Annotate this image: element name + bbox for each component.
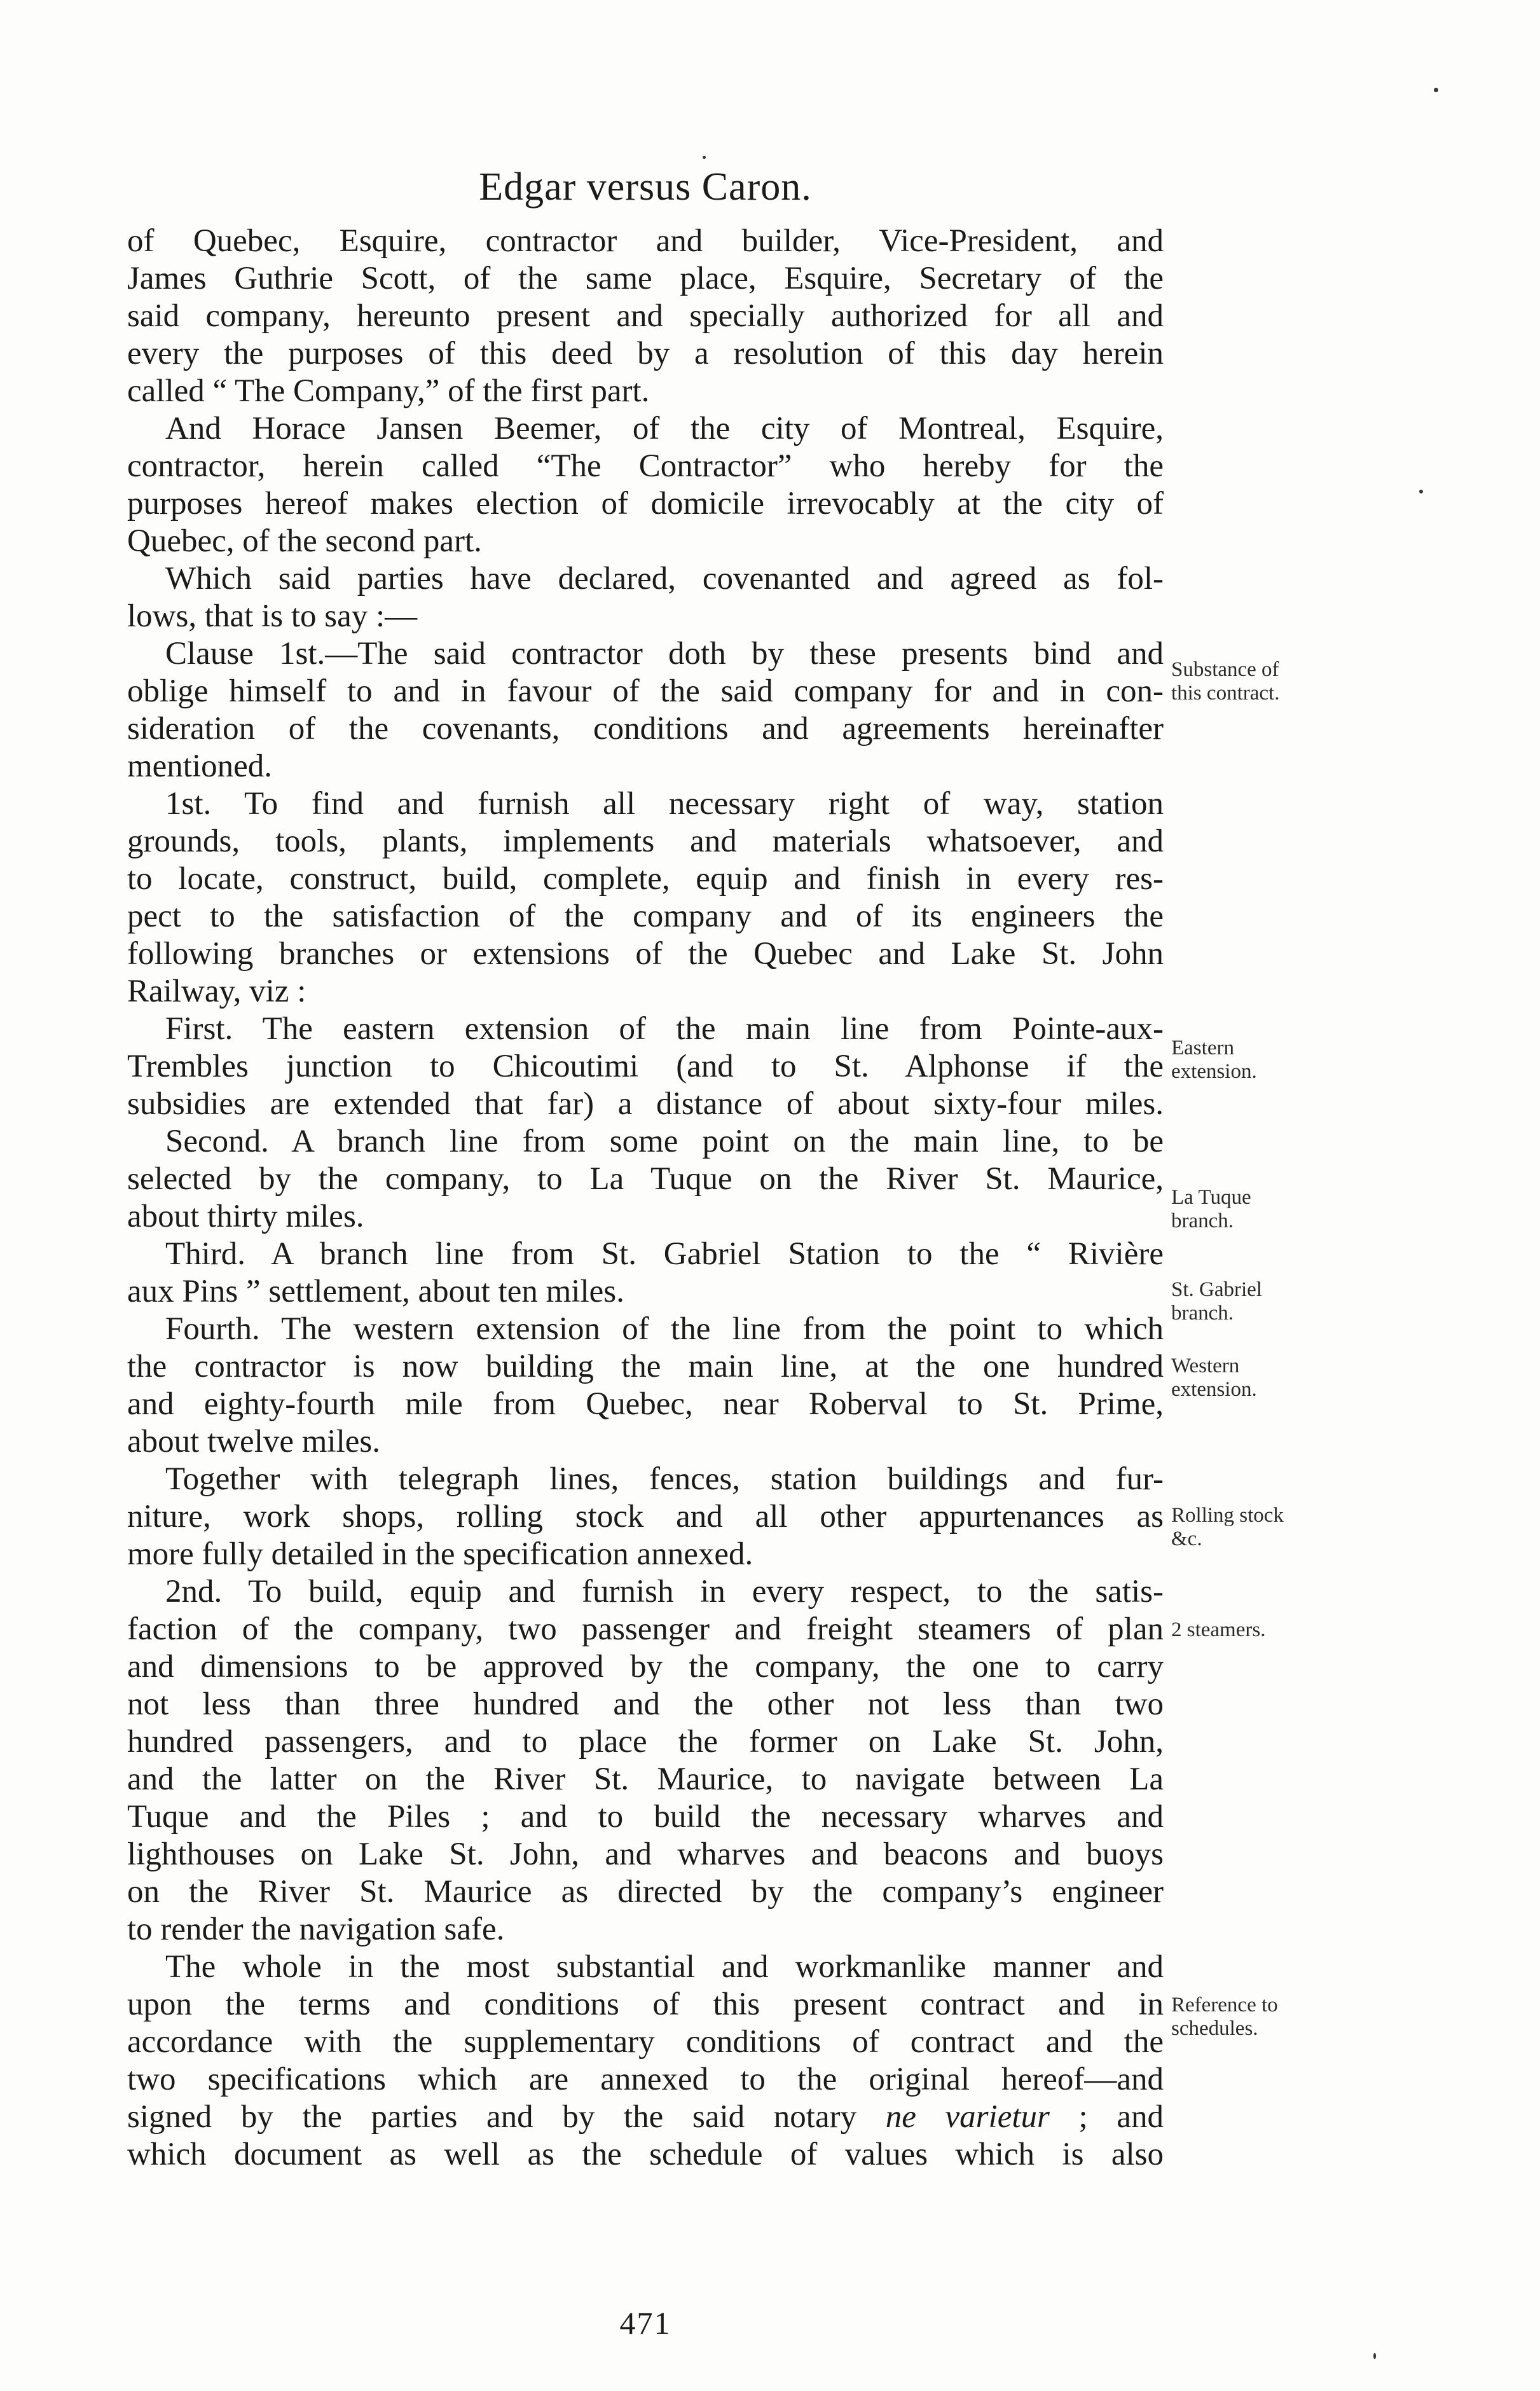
margin-note-line: branch.: [1171, 1209, 1234, 1232]
margin-note-eastern: [1171, 1037, 1349, 1084]
text-line: to locate, construct, build, complete, equip and finish in every res-: [127, 861, 1164, 897]
text-line: [127, 2098, 1164, 2136]
text-line: Together with telegraph lines, fences, station buildings and fur-: [165, 1461, 1164, 1497]
text-line: accordance with the supplementary conditions of contract and the: [127, 2024, 1164, 2060]
text-line: not less than three hundred and the other not less than two: [127, 1686, 1164, 1722]
margin-note-line: Western: [1171, 1354, 1240, 1377]
text-line: The whole in the most substantial and workmanlike manner and: [165, 1949, 1164, 1985]
text-line: 2nd. To build, equip and furnish in every respect, to the satis-: [165, 1574, 1164, 1609]
text-line: James Guthrie Scott, of the same place, Esquire, Secretary of the: [127, 261, 1164, 296]
text-line: Quebec, of the second part.: [127, 523, 482, 559]
margin-note-line: Reference to: [1171, 1994, 1278, 2016]
text-line: of Quebec, Esquire, contractor and builder, Vice-President, and: [127, 223, 1164, 259]
margin-note-line: branch.: [1171, 1302, 1234, 1325]
scan-speck: [1419, 490, 1423, 493]
text-line: lighthouses on Lake St. John, and wharves and beacons and buoys: [127, 1836, 1164, 1872]
margin-note-line: extension.: [1171, 1378, 1257, 1401]
text-line: on the River St. Maurice as directed by the company’s engineer: [127, 1874, 1164, 1910]
margin-note-st-gabriel: [1171, 1278, 1349, 1325]
margin-note-line: La Tuque: [1171, 1186, 1251, 1209]
margin-note-rolling-stock: [1171, 1504, 1349, 1551]
text-line: Railway, viz :: [127, 974, 306, 1009]
text-line: the contractor is now building the main line, at the one hundred: [127, 1349, 1164, 1384]
text-line: Tuque and the Piles ; and to build the necessary wharves and: [127, 1799, 1164, 1835]
italic-phrase: ne varietur: [885, 2099, 1050, 2135]
text-line: sideration of the covenants, conditions and agreements hereinafter: [127, 711, 1164, 747]
text-line: Trembles junction to Chicoutimi (and to St. Alphonse if the: [127, 1049, 1164, 1084]
margin-note-line: &c.: [1171, 1527, 1202, 1550]
text-line: Third. A branch line from St. Gabriel Station to the “ Rivière: [165, 1236, 1164, 1272]
text-line: about twelve miles.: [127, 1424, 380, 1459]
margin-note-line: Eastern: [1171, 1037, 1234, 1059]
margin-note-substance: [1171, 658, 1349, 705]
text-line: and dimensions to be approved by the company, the one to carry: [127, 1649, 1164, 1685]
text-line: about thirty miles.: [127, 1199, 364, 1234]
text-line: hundred passengers, and to place the former on Lake St. John,: [127, 1724, 1164, 1760]
margin-note-line: this contract.: [1171, 682, 1280, 705]
text-line: following branches or extensions of the Quebec and Lake St. John: [127, 936, 1164, 972]
text-line: contractor, herein called “The Contractor” who hereby for the: [127, 448, 1164, 484]
margin-note-line: St. Gabriel: [1171, 1278, 1262, 1301]
text-line: pect to the satisfaction of the company and of its engineers the: [127, 899, 1164, 934]
text-line: called “ The Company,” of the first part.: [127, 373, 650, 409]
text-line: Second. A branch line from some point on the main line, to be: [165, 1124, 1164, 1159]
margin-note-reference: [1171, 1994, 1349, 2041]
text-line: more fully detailed in the specification annexed.: [127, 1536, 753, 1572]
text-line: First. The eastern extension of the main line from Pointe-aux-: [165, 1011, 1164, 1047]
text-line: aux Pins ” settlement, about ten miles.: [127, 1274, 624, 1309]
text-line: every the purposes of this deed by a resolution of this day herein: [127, 336, 1164, 371]
text-line: Which said parties have declared, covenanted and agreed as fol-: [165, 561, 1164, 596]
margin-note-steamers: [1171, 1618, 1349, 1642]
margin-note-line: extension.: [1171, 1060, 1257, 1083]
text-line: two specifications which are annexed to the original hereof—and: [127, 2062, 1164, 2097]
text-line: purposes hereof makes election of domicile irrevocably at the city of: [127, 486, 1164, 521]
text-line: mentioned.: [127, 748, 273, 784]
margin-note-western: [1171, 1354, 1349, 1402]
text-line: said company, hereunto present and specially authorized for all and: [127, 298, 1164, 334]
text-line: And Horace Jansen Beemer, of the city of Montreal, Esquire,: [165, 411, 1164, 446]
text-line: 1st. To find and furnish all necessary right of way, station: [165, 786, 1164, 822]
text-line: subsidies are extended that far) a distance of about sixty-four miles.: [127, 1086, 1164, 1122]
text-line: grounds, tools, plants, implements and materials whatsoever, and: [127, 823, 1164, 859]
margin-note-line: 2 steamers.: [1171, 1618, 1266, 1641]
margin-note-line: Substance of: [1171, 658, 1279, 681]
text-fragment: signed by the parties and by the said notary: [127, 2099, 857, 2135]
scan-speck: [703, 156, 706, 159]
scan-speck: [1373, 2353, 1376, 2359]
margin-note-line: Rolling stock: [1171, 1504, 1284, 1527]
text-line: to render the navigation safe.: [127, 1912, 505, 1947]
text-line: faction of the company, two passenger and freight steamers of plan: [127, 1611, 1164, 1647]
text-fragment: ; and: [1049, 2099, 1164, 2135]
text-line: Clause 1st.—The said contractor doth by these presents bind and: [165, 636, 1164, 672]
text-line: selected by the company, to La Tuque on the River St. Maurice,: [127, 1161, 1164, 1197]
running-title: Edgar versus Caron.: [479, 165, 812, 209]
text-line: niture, work shops, rolling stock and all other appurtenances as: [127, 1499, 1164, 1534]
text-line: upon the terms and conditions of this present contract and in: [127, 1987, 1164, 2022]
text-line: which document as well as the schedule of values which is also: [127, 2137, 1164, 2172]
body-text: [127, 223, 1164, 2174]
margin-note-la-tuque: [1171, 1186, 1349, 1233]
scan-speck: [1434, 88, 1438, 92]
text-line: and the latter on the River St. Maurice, to navigate between La: [127, 1761, 1164, 1797]
text-line: and eighty-fourth mile from Quebec, near Roberval to St. Prime,: [127, 1386, 1164, 1422]
margin-note-line: schedules.: [1171, 2017, 1258, 2040]
page-number: 471: [619, 2305, 671, 2341]
text-line: oblige himself to and in favour of the said company for and in con-: [127, 673, 1164, 709]
text-line: Fourth. The western extension of the line from the point to which: [165, 1311, 1164, 1347]
text-line: lows, that is to say :—: [127, 598, 418, 634]
